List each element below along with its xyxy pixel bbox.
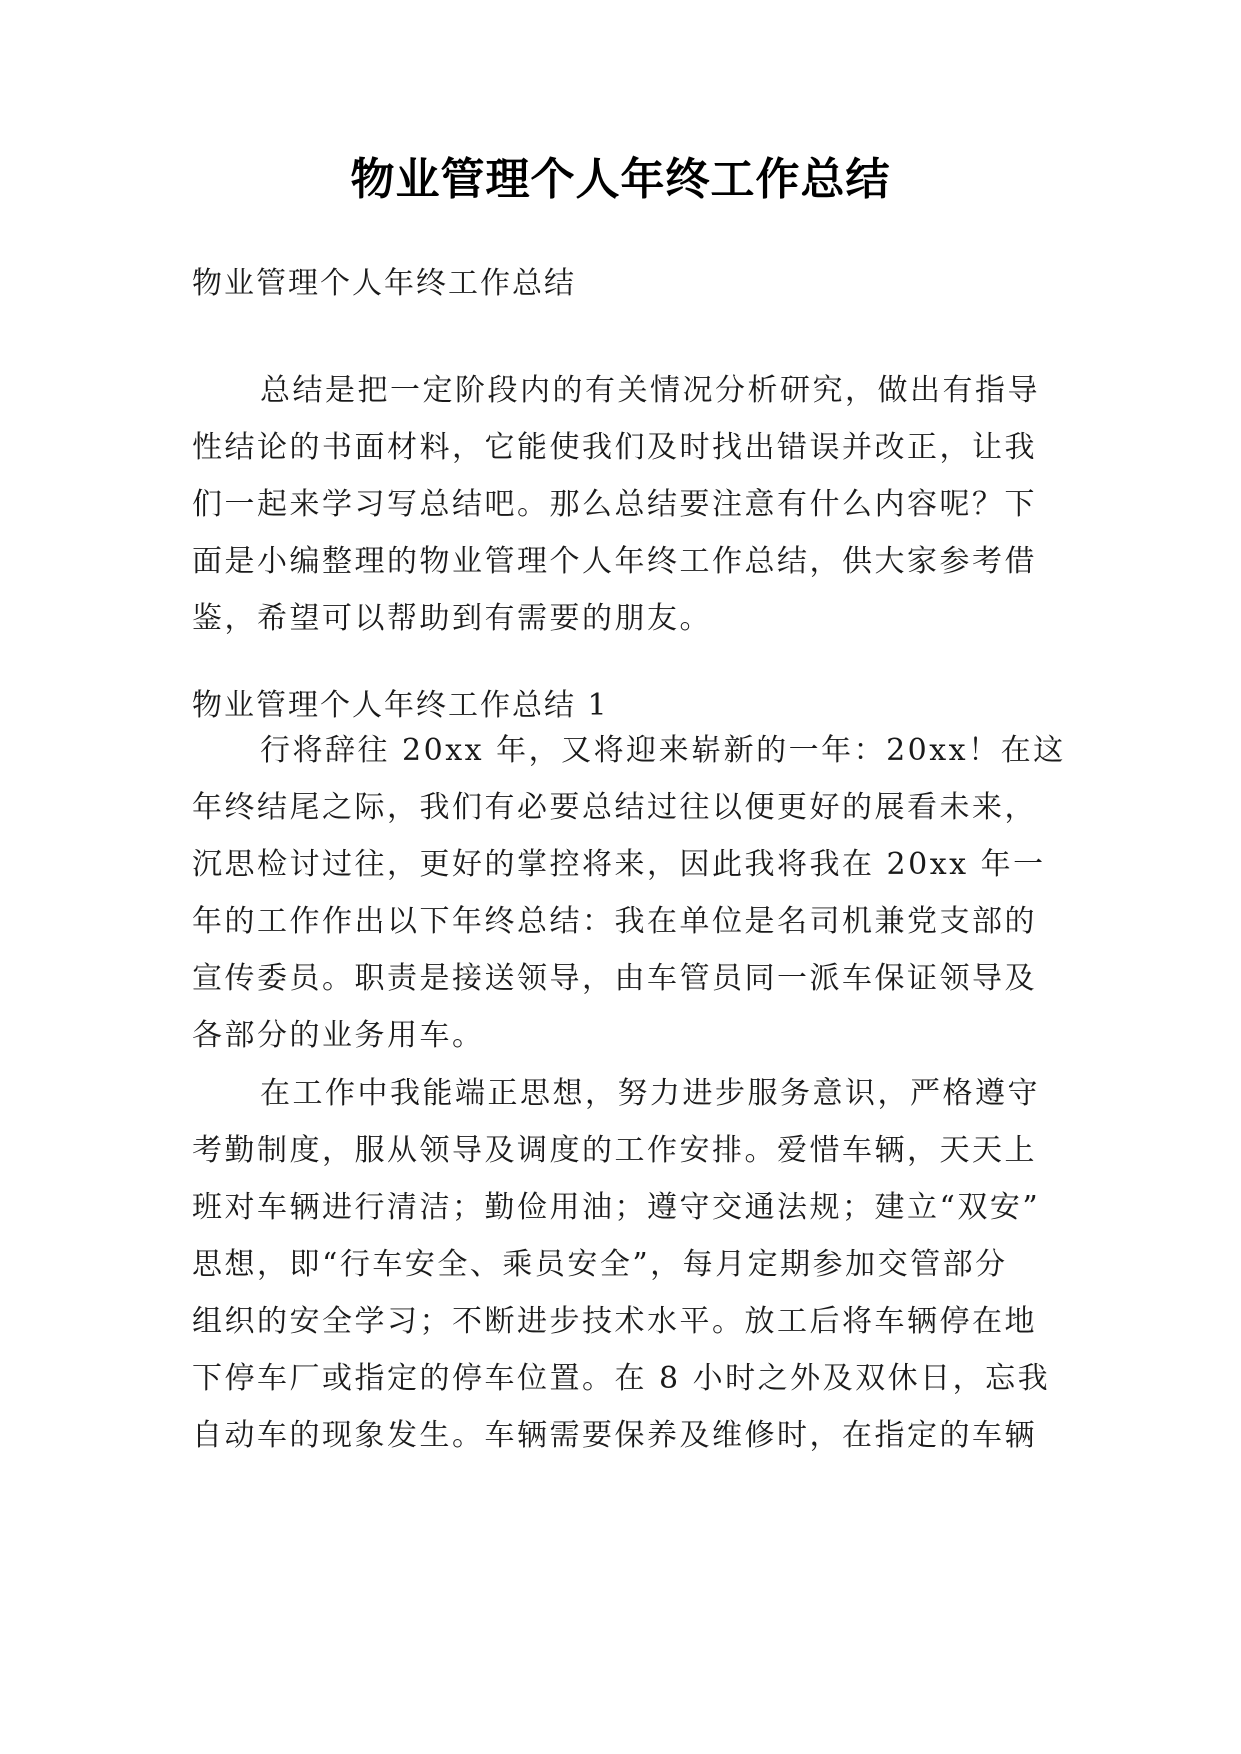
paragraph-line: 自动车的现象发生。车辆需要保养及维修时，在指定的车辆 — [192, 1418, 1037, 1453]
intro-line: 总结是把一定阶段内的有关情况分析研究，做出有指导 — [260, 373, 1040, 408]
paragraph-line: 宣传委员。职责是接送领导，由车管员同一派车保证领导及 — [192, 961, 1037, 996]
paragraph-line: 年的工作作出以下年终总结：我在单位是名司机兼党支部的 — [192, 904, 1037, 939]
document-title: 物业管理个人年终工作总结 — [350, 154, 891, 205]
intro-line: 鉴，希望可以帮助到有需要的朋友。 — [192, 601, 712, 636]
paragraph-line: 各部分的业务用车。 — [192, 1018, 485, 1053]
paragraph-line: 下停车厂或指定的停车位置。在 8 小时之外及双休日，忘我 — [192, 1361, 1051, 1396]
intro-line: 们一起来学习写总结吧。那么总结要注意有什么内容呢？下 — [192, 487, 1037, 522]
intro-line: 性结论的书面材料，它能使我们及时找出错误并改正，让我 — [192, 430, 1037, 465]
paragraph-line: 思想，即“行车安全、乘员安全”，每月定期参加交管部分 — [192, 1247, 1008, 1282]
paragraph-line: 在工作中我能端正思想，努力进步服务意识，严格遵守 — [260, 1076, 1040, 1111]
paragraph-line: 考勤制度，服从领导及调度的工作安排。爱惜车辆，天天上 — [192, 1133, 1037, 1168]
intro-line: 面是小编整理的物业管理个人年终工作总结，供大家参考借 — [192, 544, 1037, 579]
document-subtitle: 物业管理个人年终工作总结 — [192, 266, 576, 301]
paragraph-line: 班对车辆进行清洁；勤俭用油；遵守交通法规；建立“双安” — [192, 1190, 1041, 1225]
section1-paragraph-1 — [192, 722, 1066, 1064]
intro-paragraph — [192, 362, 1062, 647]
section-heading: 物业管理个人年终工作总结 1 — [192, 688, 609, 723]
paragraph-line: 年终结尾之际，我们有必要总结过往以便更好的展看未来， — [192, 790, 1037, 825]
paragraph-line: 组织的安全学习；不断进步技术水平。放工后将车辆停在地 — [192, 1304, 1037, 1339]
section1-paragraph-2 — [192, 1065, 1062, 1464]
paragraph-line: 行将辞往 20xx 年，又将迎来崭新的一年：20xx！在这 — [260, 733, 1066, 768]
paragraph-line: 沉思检讨过往，更好的掌控将来，因此我将我在 20xx 年一 — [192, 847, 1046, 882]
